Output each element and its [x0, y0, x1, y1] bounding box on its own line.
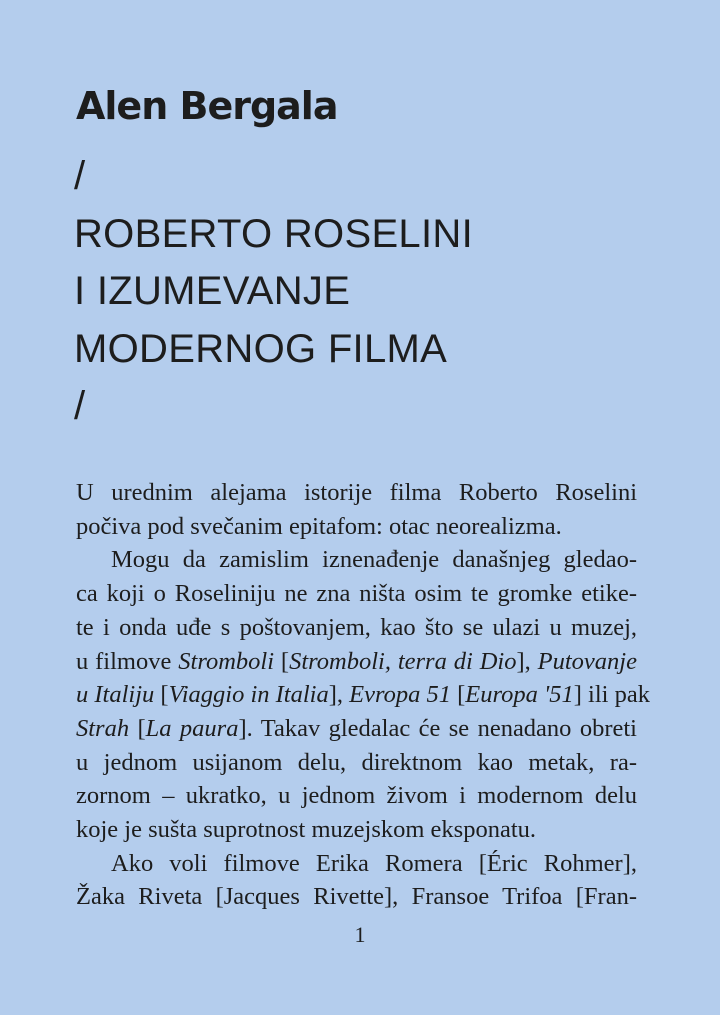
text-line: Ako voli filmove Erika Romera [Éric Rohmer], [111, 849, 637, 877]
text-line: u jednom usijanom delu, direktnom kao metak, ra- [76, 748, 637, 776]
text-line: u filmove Stromboli [Stromboli, terra di Dio], Putovanje [76, 647, 637, 675]
title-line-2: I IZUMEVANJE [74, 269, 351, 313]
text-line: počiva pod svečanim epitafom: otac neorealizma. [76, 512, 562, 540]
body-text [76, 476, 650, 914]
text-line: ca koji o Roseliniju ne zna ništa osim te gromke etike- [76, 580, 637, 608]
text-line: u Italiju [Viaggio in Italia], Evropa 51 [Europa '51] ili pak [76, 681, 650, 709]
title-line-3: MODERNOG FILMA [74, 326, 448, 371]
text-line: koje je sušta suprotnost muzejskom eksponatu. [76, 816, 536, 844]
author-name: Alen Bergala [76, 84, 338, 128]
text-line: te i onda uđe s poštovanjem, kao što se ulazi u muzej, [76, 613, 637, 641]
chapter-title [74, 148, 473, 436]
text-line: Mogu da zamislim iznenađenje današnjeg gledao- [111, 546, 637, 574]
text-line: zornom – ukratko, u jednom živom i modernom delu [76, 782, 637, 810]
title-slash-bottom: / [74, 384, 86, 428]
title-line-1: ROBERTO ROSELINI [74, 211, 473, 256]
text-line: Strah [La paura]. Takav gledalac će se nenadano obreti [76, 714, 637, 742]
text-line: Žaka Riveta [Jacques Rivette], Fransoe Trifoa [Fran- [76, 883, 637, 911]
title-slash-top: / [74, 154, 86, 198]
page-number: 1 [354, 922, 366, 947]
text-line: U urednim alejama istorije filma Roberto Roselini [76, 479, 637, 506]
